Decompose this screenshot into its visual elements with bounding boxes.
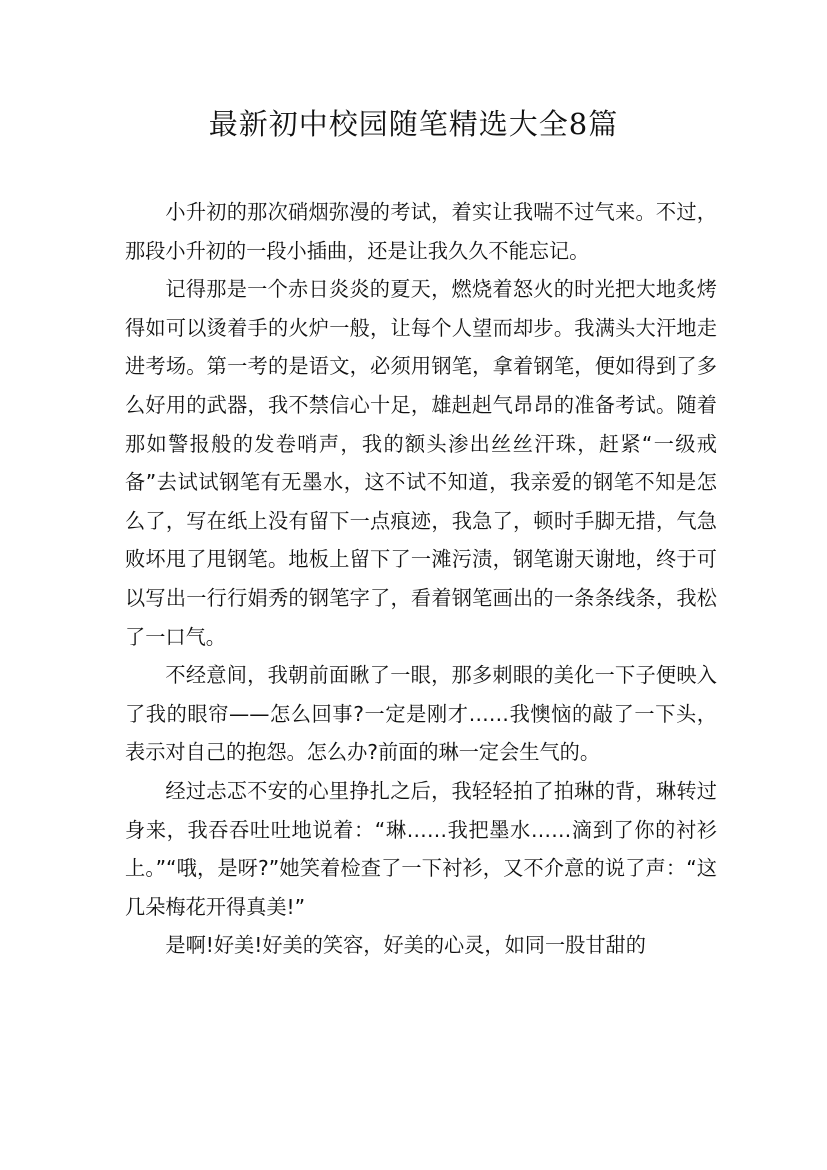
paragraph: 小升初的那次硝烟弥漫的考试，着实让我喘不过气来。不过，那段小升初的一段小插曲，还是让我久久不能忘记。	[125, 200, 717, 263]
paragraph: 是啊!好美!好美的笑容，好美的心灵，如同一股甘甜的	[165, 933, 646, 958]
document-body	[125, 193, 717, 965]
paragraph: 记得那是一个赤日炎炎的夏天，燃烧着怒火的时光把大地炙烤得如可以烫着手的火炉一般，让每个人望而却步。我满头大汗地走进考场。第一考的是语文，必须用钢笔，拿着钢笔，便如得到了多么好用的武器，我不禁信心十足，雄赳赳气昂昂的准备考试。随着那如警报般的发卷哨声，我的额头渗出丝丝汗珠，赶紧“一级戒备”去试试钢笔有无墨水，这不试不知道，我亲爱的钢笔不知是怎么了，写在纸上没有留下一点痕迹，我急了，顿时手脚无措，气急败坏甩了甩钢笔。地板上留下了一滩污渍，钢笔谢天谢地，终于可以写出一行行娟秀的钢笔字了，看着钢笔画出的一条条线条，我松了一口气。	[125, 277, 717, 649]
paragraph: 不经意间，我朝前面瞅了一眼，那多刺眼的美化一下子便映入了我的眼帘——怎么回事?一定是刚才……我懊恼的敲了一下头，表示对自己的抱怨。怎么办?前面的琳一定会生气的。	[125, 663, 717, 765]
document-title: 最新初中校园随笔精选大全8篇	[208, 107, 619, 141]
paragraph: 经过忐忑不安的心里挣扎之后，我轻轻拍了拍琳的背，琳转过身来，我吞吞吐吐地说着：“琳……我把墨水……滴到了你的衬衫上。”“哦，是呀?”她笑着检查了一下衬衫，又不介意的说了声：“这几朵梅花开得真美!”	[125, 778, 717, 919]
